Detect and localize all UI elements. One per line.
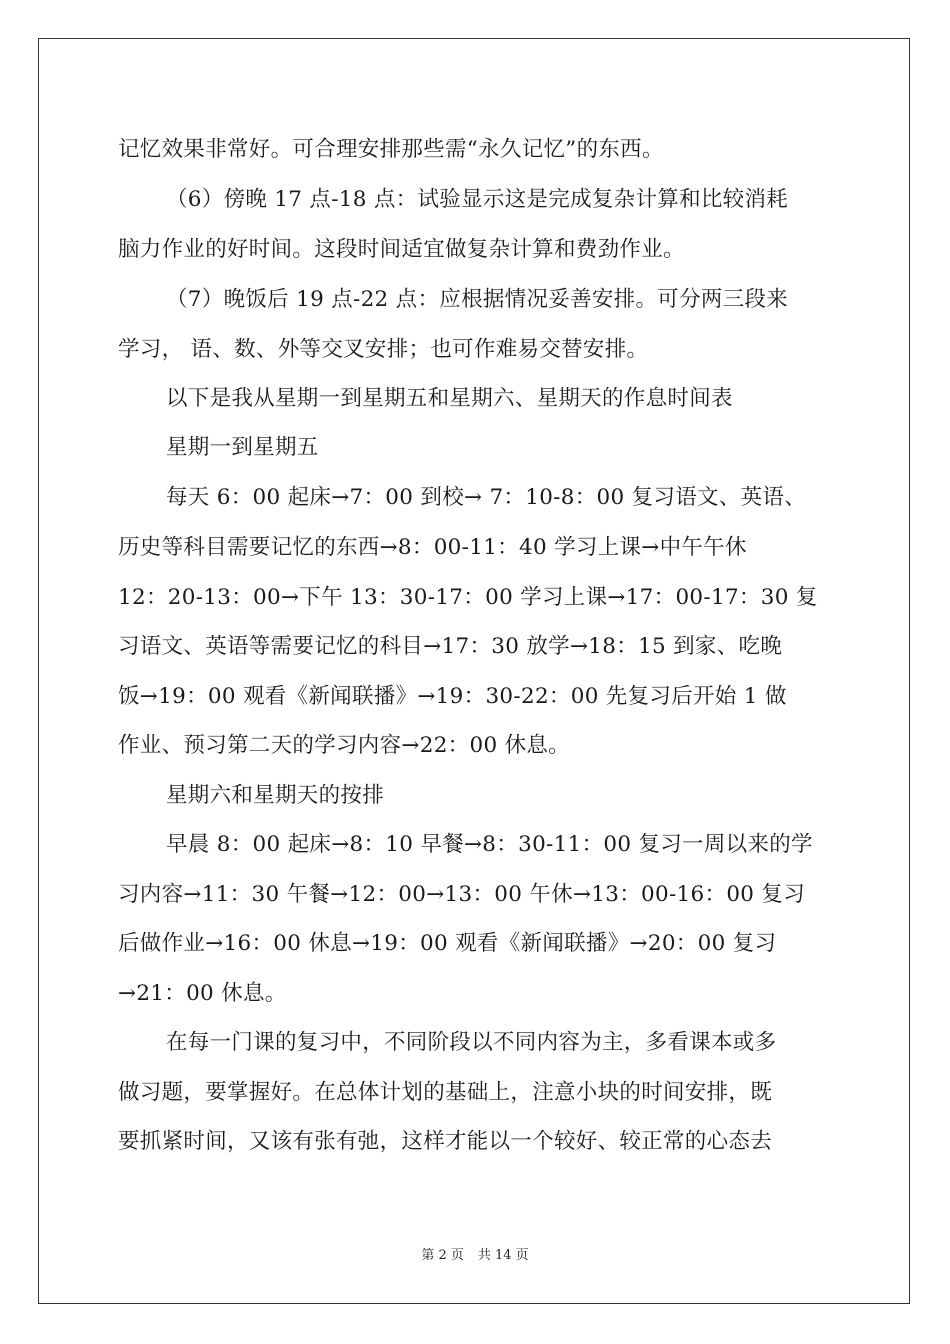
text-line: 习内容→11：30 午餐→12：00→13：00 午休→13：00-16：00 复习: [118, 882, 806, 907]
page-border: [38, 38, 910, 1304]
text-line: 记忆效果非常好。可合理安排那些需“永久记忆”的东西。: [118, 137, 664, 162]
page-footer: [0, 1244, 950, 1263]
text-line: 饭→19：00 观看《新闻联播》→19：30-22：00 先复习后开始 1 做: [118, 684, 787, 709]
text-line: 12：20-13：00→下午 13：30-17：00 学习上课→17：00-17：30 复: [118, 585, 818, 610]
text-line: 早晨 8：00 起床→8：10 早餐→8：30-11：00 复习一周以来的学: [166, 832, 813, 857]
text-line: 做习题，要掌握好。在总体计划的基础上，注意小块的时间安排，既: [118, 1080, 773, 1105]
text-line: 以下是我从星期一到星期五和星期六、星期天的作息时间表: [166, 386, 733, 411]
text-line: 历史等科目需要记忆的东西→8：00-11：40 学习上课→中午午休: [118, 535, 747, 560]
text-line: 习语文、英语等需要记忆的科目→17：30 放学→18：15 到家、吃晚: [118, 634, 783, 659]
text-line: 后做作业→16：00 休息→19：00 观看《新闻联播》→20：00 复习: [118, 931, 777, 956]
text-line: 作业、预习第二天的学习内容→22：00 休息。: [118, 733, 570, 758]
text-line: 在每一门课的复习中，不同阶段以不同内容为主，多看课本或多: [166, 1030, 777, 1055]
text-line: 脑力作业的好时间。这段时间适宜做复杂计算和费劲作业。: [118, 237, 685, 262]
text-line: →21：00 休息。: [118, 981, 287, 1006]
page-number: 第 2 页: [421, 1248, 464, 1263]
text-line: 学习， 语、数、外等交叉安排；也可作难易交替安排。: [118, 337, 649, 362]
section-heading: 星期六和星期天的按排: [166, 783, 385, 808]
text-line: 要抓紧时间，又该有张有弛，这样才能以一个较好、较正常的心态去: [118, 1129, 773, 1154]
text-line: （7）晚饭后 19 点-22 点：应根据情况妥善安排。可分两三段来: [166, 287, 789, 312]
page-total: 共 14 页: [477, 1248, 529, 1263]
text-line: 每天 6：00 起床→7：00 到校→ 7：10-8：00 复习语文、英语、: [166, 485, 807, 510]
text-line: （6）傍晚 17 点-18 点：试验显示这是完成复杂计算和比较消耗: [166, 187, 789, 212]
section-heading: 星期一到星期五: [166, 435, 319, 460]
